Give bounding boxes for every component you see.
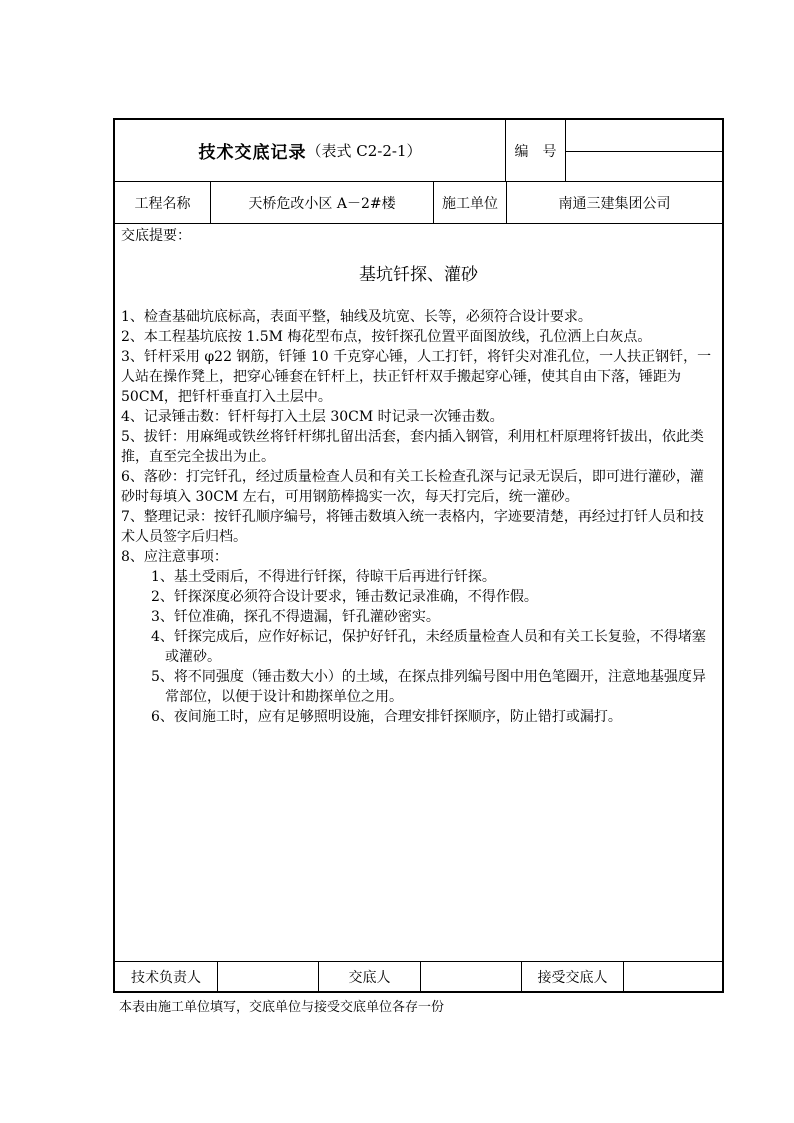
note-item: 1、基土受雨后，不得进行钎探，待晾干后再进行钎探。 [151,569,496,585]
summary-label: 交底提要： [121,228,191,244]
signature-row [115,961,722,991]
construction-unit-value: 南通三建集团公司 [506,182,722,223]
number-label: 编 号 [505,120,565,181]
footnote: 本表由施工单位填写，交底单位与接受交底单位各存一份 [119,1000,445,1015]
procedure-item: 2、本工程基坑底按 1.5M 梅花型布点，按钎探孔位置平面图放线，孔位洒上白灰点。 [121,329,652,345]
procedure-item: 3、钎杆采用 φ22 钢筋，钎锤 10 千克穿心锤，人工打钎，将钎尖对准孔位，一人扶正钢钎，一人站在操作凳上，把穿心锤套在钎杆上，扶正钎杆双手搬起穿心锤，使其自由下落，锤距为 50CM，把钎杆垂直打入土层中。 [121,349,712,405]
project-name-value: 天桥危改小区 A－2#楼 [210,182,433,223]
note-item: 6、夜间施工时，应有足够照明设施，合理安排钎探顺序，防止错打或漏打。 [151,709,622,725]
form-title-suffix: （表式 C2-2-1） [306,142,422,160]
note-item: 4、钎探完成后，应作好标记，保护好钎孔，未经质量检查人员和有关工长复验，不得堵塞或灌砂。 [151,629,706,665]
notes-list [121,567,716,727]
note-item: 5、将不同强度（锤击数大小）的土域，在探点排列编号图中用色笔圈开，注意地基强度异常部位，以便于设计和勘探单位之用。 [151,669,706,705]
title-cell [115,120,505,181]
procedure-item: 4、记录锤击数：钎杆每打入土层 30CM 时记录一次锤击数。 [121,409,504,425]
receiver-field[interactable] [623,962,722,991]
tech-lead-label: 技术负责人 [131,969,201,986]
presenter-label: 交底人 [318,962,420,991]
presenter-field[interactable] [420,962,521,991]
procedure-item: 1、检查基础坑底标高，表面平整，轴线及坑宽、长等，必须符合设计要求。 [121,309,592,325]
disclosure-subject: 基坑钎探、灌砂 [359,265,478,285]
form-title: 技术交底记录 [198,143,307,163]
receiver-label: 接受交底人 [521,962,623,991]
construction-unit-label: 施工单位 [433,182,506,223]
procedure-list [121,307,716,567]
number-field[interactable] [565,120,722,181]
number-divider [566,151,722,152]
project-name-label: 工程名称 [134,195,191,212]
tech-lead-field[interactable] [217,962,318,991]
note-item: 2、钎探深度必须符合设计要求，锤击数记录准确，不得作假。 [151,589,538,605]
procedure-item: 6、落砂：打完钎孔，经过质量检查人员和有关工长检查孔深与记录无误后，即可进行灌砂，灌砂时每填入 30CM 左右，可用钢筋棒捣实一次，每天打完后，统一灌砂。 [121,469,704,505]
procedure-item: 7、整理记录：按钎孔顺序编号，将锤击数填入统一表格内，字迹要清楚，再经过打钎人员和技术人员签字后归档。 [121,509,704,545]
note-item: 3、钎位准确，探孔不得遗漏，钎孔灌砂密实。 [151,609,440,625]
technical-disclosure-form [113,118,724,993]
header-row [115,120,722,182]
info-row [115,182,722,224]
procedure-item: 5、拔钎：用麻绳或铁丝将钎杆绑扎留出活套，套内插入钢管，利用杠杆原理将钎拔出，依此类推，直至完全拔出为止。 [121,429,704,465]
disclosure-body [115,224,722,961]
procedure-item: 8、应注意事项： [121,549,228,565]
